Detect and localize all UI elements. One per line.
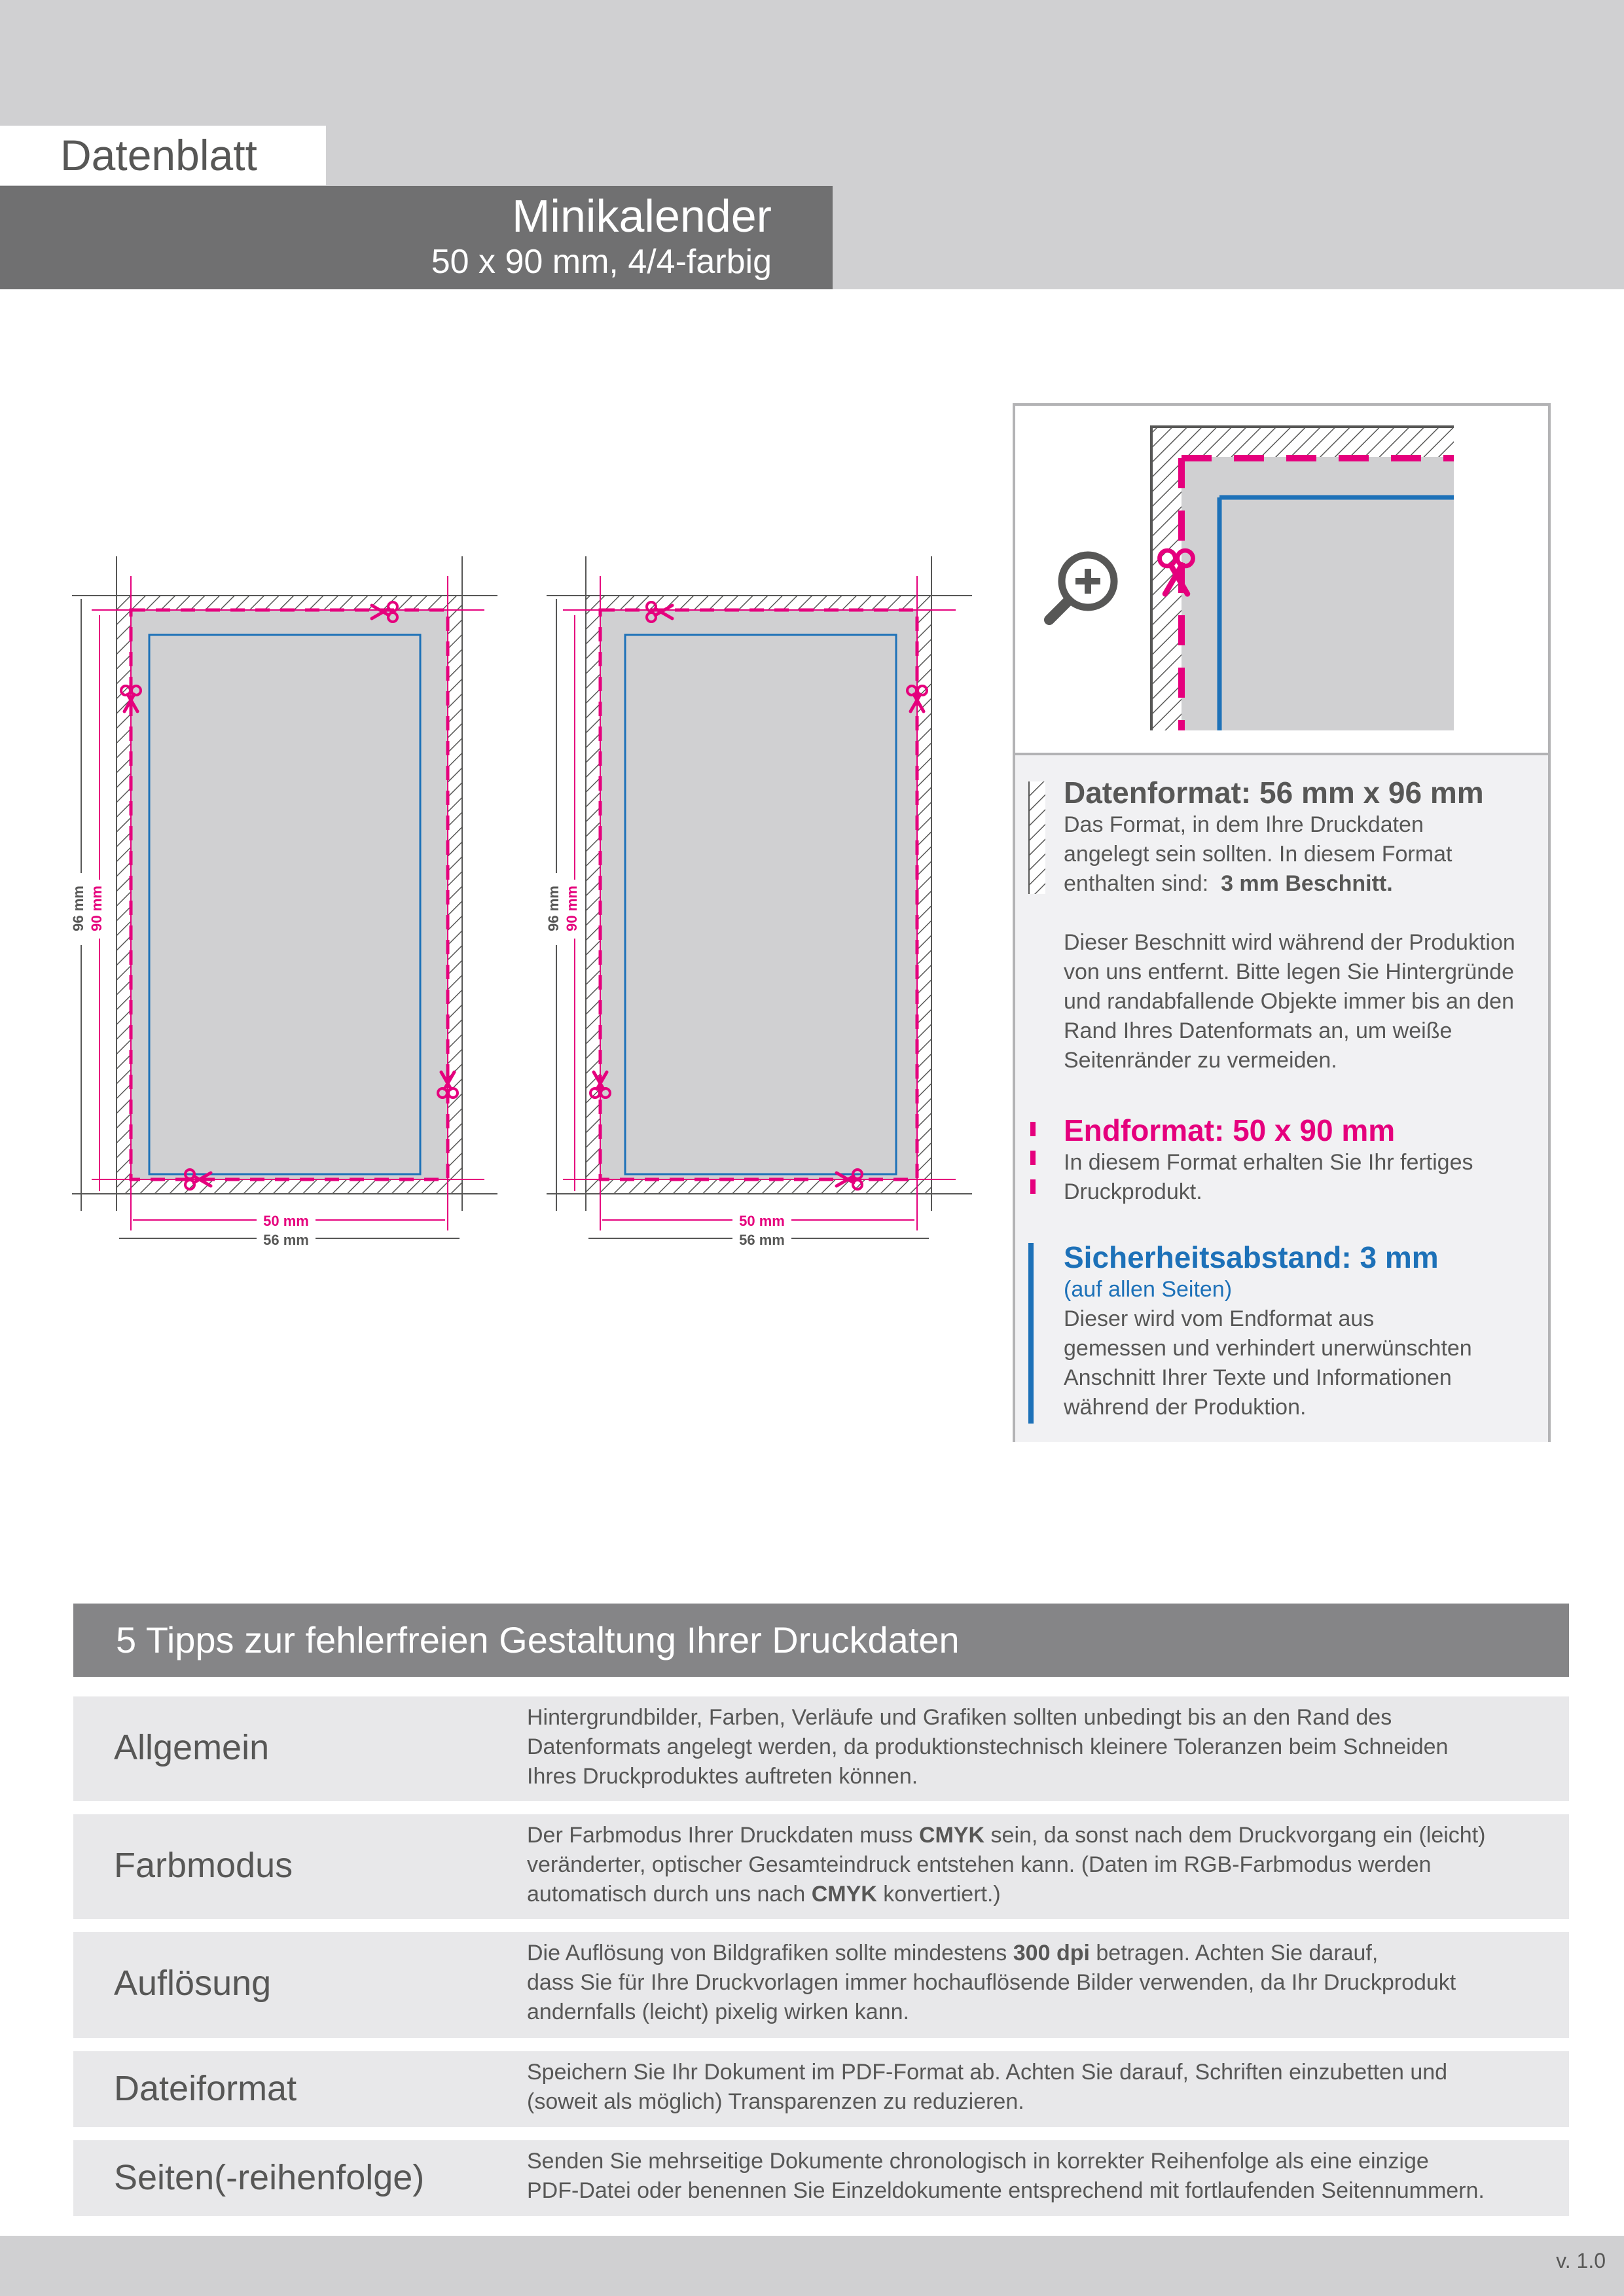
data-format-para: und randabfallende Objekte immer bis an den: [1064, 989, 1514, 1014]
safety-line: während der Produktion.: [1064, 1395, 1307, 1420]
version-label: v. 1.0: [1556, 2249, 1606, 2272]
tip-text: [527, 2147, 1548, 2206]
data-format-para: Seitenränder zu vermeiden.: [1064, 1048, 1337, 1073]
footer-band: [0, 2236, 1624, 2296]
tip-line: Senden Sie mehrseitige Dokumente chronologisch in korrekter Reihenfolge als eine einzige: [527, 2149, 1429, 2174]
end-format-line: In diesem Format erhalten Sie Ihr fertiges: [1064, 1150, 1473, 1175]
tip-row-allgemein: [73, 1696, 1569, 1801]
tip-line: veränderter, optischer Gesamteindruck entstehen kann. (Daten im RGB-Farbmodus werden: [527, 1852, 1432, 1877]
tip-row-dateiformat: [73, 2051, 1569, 2127]
tip-text: [527, 1821, 1548, 1909]
tip-line-part: betragen. Achten Sie darauf,: [1089, 1941, 1379, 1965]
safety-line: Anschnitt Ihrer Texte und Informationen: [1064, 1365, 1452, 1390]
safety-line: gemessen und verhindert unerwünschten: [1064, 1336, 1472, 1361]
tip-row-aufloesung: [73, 1932, 1569, 2038]
dim-label-56: 56 mm: [739, 1232, 785, 1248]
tip-line: Ihres Druckproduktes auftreten können.: [527, 1764, 918, 1789]
page-title: Minikalender: [512, 190, 772, 242]
tip-line: dass Sie für Ihre Druckvorlagen immer hochauflösende Bilder verwenden, da Ihr Druckprodukt: [527, 1970, 1456, 1995]
dim-label-56: 56 mm: [263, 1232, 309, 1248]
tip-label: Dateiformat: [114, 2069, 297, 2108]
end-format-line: Druckprodukt.: [1064, 1179, 1202, 1204]
data-format-section: [1064, 775, 1535, 1075]
safety-section: [1064, 1240, 1535, 1422]
tip-line: (soweit als möglich) Transparenzen zu reduzieren.: [527, 2089, 1024, 2114]
safety-heading: Sicherheitsabstand: 3 mm: [1064, 1240, 1439, 1274]
info-box: [1013, 403, 1551, 1442]
tip-line-part: Die Auflösung von Bildgrafiken sollte mindestens: [527, 1941, 1013, 1965]
end-format-heading: Endformat: 50 x 90 mm: [1064, 1113, 1396, 1147]
end-format-section: [1064, 1113, 1535, 1207]
safety-line: Dieser wird vom Endformat aus: [1064, 1306, 1375, 1331]
endformat-marker: [1028, 1122, 1038, 1194]
tip-text: [527, 1939, 1548, 2027]
data-format-heading: Datenformat: 56 mm x 96 mm: [1064, 776, 1484, 810]
dim-label-90: 90 mm: [564, 886, 580, 931]
tip-line-part: sein, da sonst nach dem Druckvorgang ein (leicht): [984, 1823, 1486, 1848]
data-format-para: Rand Ihres Datenformats an, um weiße: [1064, 1018, 1453, 1043]
info-legend: [1015, 753, 1548, 1442]
tips-header: 5 Tipps zur fehlerfreien Gestaltung Ihrer Druckdaten: [73, 1604, 1569, 1677]
tip-line: Datenformats angelegt werden, da produktionstechnisch kleinere Toleranzen beim Schneiden: [527, 1734, 1449, 1759]
tip-line-part: automatisch durch uns nach: [527, 1882, 812, 1907]
dim-label-50: 50 mm: [263, 1213, 309, 1229]
data-format-line: angelegt sein sollten. In diesem Format: [1064, 842, 1453, 867]
tip-line-part: Der Farbmodus Ihrer Druckdaten muss: [527, 1823, 919, 1848]
tip-label: Farbmodus: [114, 1846, 293, 1885]
tip-line: Speichern Sie Ihr Dokument im PDF-Format ab. Achten Sie darauf, Schriften einzubetten und: [527, 2060, 1448, 2085]
tip-line: Hintergrundbilder, Farben, Verläufe und Grafiken sollten unbedingt bis an den Rand des: [527, 1705, 1392, 1730]
dim-label-50: 50 mm: [739, 1213, 785, 1229]
data-format-line: enthalten sind:: [1064, 871, 1209, 896]
tip-label: Seiten(-reihenfolge): [114, 2158, 425, 2197]
tip-row-seiten: [73, 2140, 1569, 2216]
tip-text: [527, 2058, 1548, 2117]
safety-marker: [1028, 1243, 1034, 1424]
format-diagram-left: [68, 556, 497, 1248]
page-subtitle: 50 x 90 mm, 4/4-farbig: [431, 243, 772, 281]
dim-label-96: 96 mm: [545, 886, 562, 931]
zoom-in-icon: [1049, 555, 1114, 620]
safety-sub: (auf allen Seiten): [1064, 1277, 1233, 1302]
tip-text: [527, 1703, 1548, 1791]
tip-label: Auflösung: [114, 1964, 272, 2003]
bleed-note: 3 mm Beschnitt.: [1221, 871, 1393, 896]
hatch-marker: [1028, 781, 1045, 894]
tip-line: PDF-Datei oder benennen Sie Einzeldokumente entsprechend mit fortlaufenden Seitennummern.: [527, 2178, 1485, 2203]
zoom-detail: [1015, 406, 1548, 750]
tip-row-farbmodus: [73, 1814, 1569, 1919]
tip-emphasis: CMYK: [918, 1823, 985, 1848]
data-format-para: Dieser Beschnitt wird während der Produktion: [1064, 930, 1515, 955]
doc-label: Datenblatt: [0, 126, 326, 185]
format-diagrams: [0, 0, 1008, 1276]
format-diagram-right: [545, 556, 972, 1248]
tip-emphasis: CMYK: [811, 1882, 877, 1907]
data-format-line: Das Format, in dem Ihre Druckdaten: [1064, 812, 1424, 837]
tip-line: andernfalls (leicht) pixelig wirken kann.: [527, 2000, 909, 2024]
data-format-para: von uns entfernt. Bitte legen Sie Hintergründe: [1064, 960, 1514, 984]
tip-emphasis: 300 dpi: [1013, 1941, 1090, 1965]
dim-label-90: 90 mm: [88, 886, 105, 931]
tip-line-part: konvertiert.): [876, 1882, 1001, 1907]
tip-label: Allgemein: [114, 1728, 270, 1767]
dim-label-96: 96 mm: [70, 886, 86, 931]
